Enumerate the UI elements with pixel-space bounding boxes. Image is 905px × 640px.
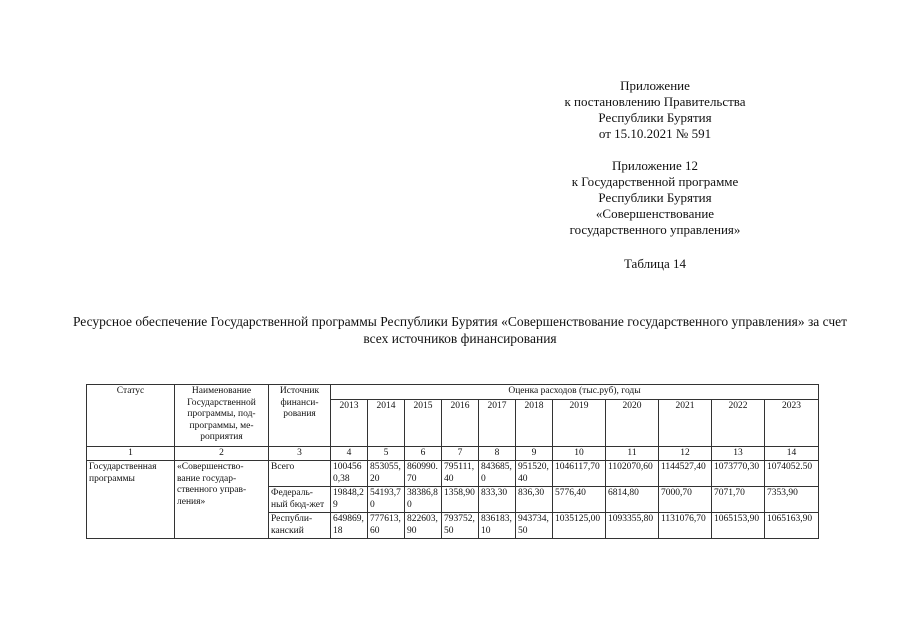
column-number: 10 (553, 446, 606, 461)
value-cell: 1074052.50 (765, 461, 819, 487)
value-cell: 19848,29 (331, 487, 368, 513)
value-cell: 777613,60 (368, 513, 405, 539)
column-number: 9 (516, 446, 553, 461)
header-source: Источник финанси-рования (269, 385, 331, 447)
column-number: 14 (765, 446, 819, 461)
year-header: 2023 (765, 399, 819, 446)
column-number: 6 (405, 446, 442, 461)
header-name: Наименование Государственной программы, под-программы, ме-роприятия (175, 385, 269, 447)
column-number: 8 (479, 446, 516, 461)
year-header: 2013 (331, 399, 368, 446)
annex-line: к постановлению Правительства (564, 94, 746, 109)
value-cell: 5776,40 (553, 487, 606, 513)
value-cell: 1102070,60 (606, 461, 659, 487)
year-header: 2018 (516, 399, 553, 446)
annex-line: государственного управления» (569, 222, 741, 237)
table-label: Таблица 14 (623, 256, 687, 271)
annex-line: Республики Бурятия (598, 190, 712, 205)
program-name-cell: «Совершенство-вание государ-ственного управ-ления» (175, 461, 269, 539)
value-cell: 1004560,38 (331, 461, 368, 487)
value-cell: 649869,18 (331, 513, 368, 539)
value-cell: 822603,90 (405, 513, 442, 539)
value-cell: 6814,80 (606, 487, 659, 513)
year-header: 2019 (553, 399, 606, 446)
status-cell: Государственная программы (87, 461, 175, 539)
header-estimate: Оценка расходов (тыс.руб), годы (331, 385, 819, 400)
value-cell: 38386,80 (405, 487, 442, 513)
table-row (87, 461, 819, 487)
annex-header (520, 78, 790, 272)
source-cell: Федераль-ный бюд-жет (269, 487, 331, 513)
value-cell: 795111,40 (442, 461, 479, 487)
column-number: 7 (442, 446, 479, 461)
annex-gap (520, 142, 790, 158)
value-cell: 843685,0 (479, 461, 516, 487)
value-cell: 793752,50 (442, 513, 479, 539)
value-cell: 7353,90 (765, 487, 819, 513)
value-cell: 1035125,00 (553, 513, 606, 539)
value-cell: 1144527,40 (659, 461, 712, 487)
value-cell: 860990.70 (405, 461, 442, 487)
annex-line: от 15.10.2021 № 591 (598, 126, 712, 141)
annex-line: Республики Бурятия (598, 110, 712, 125)
source-cell: Всего (269, 461, 331, 487)
column-number: 12 (659, 446, 712, 461)
value-cell: 1131076,70 (659, 513, 712, 539)
year-header: 2014 (368, 399, 405, 446)
value-cell: 7071,70 (712, 487, 765, 513)
header-status: Статус (87, 385, 175, 447)
value-cell: 833,30 (479, 487, 516, 513)
value-cell: 951520,40 (516, 461, 553, 487)
annex-line: «Совершенствование (595, 206, 715, 221)
source-cell: Республи-канский (269, 513, 331, 539)
year-header: 2022 (712, 399, 765, 446)
value-cell: 1046117,70 (553, 461, 606, 487)
document-title: Ресурсное обеспечение Государственной программы Республики Бурятия «Совершенствование государственного управления» за счет всех источников финансирования (72, 314, 848, 346)
column-number: 2 (175, 446, 269, 461)
value-cell: 943734,50 (516, 513, 553, 539)
value-cell: 836183,10 (479, 513, 516, 539)
value-cell: 1065163,90 (765, 513, 819, 539)
year-header: 2016 (442, 399, 479, 446)
column-number: 5 (368, 446, 405, 461)
column-number: 4 (331, 446, 368, 461)
year-header: 2017 (479, 399, 516, 446)
value-cell: 1093355,80 (606, 513, 659, 539)
value-cell: 1073770,30 (712, 461, 765, 487)
annex-line: Приложение (620, 78, 690, 93)
resource-table (86, 384, 819, 539)
column-number: 3 (269, 446, 331, 461)
annex-line: к Государственной программе (571, 174, 739, 189)
value-cell: 7000,70 (659, 487, 712, 513)
year-header: 2021 (659, 399, 712, 446)
value-cell: 54193,70 (368, 487, 405, 513)
column-number: 11 (606, 446, 659, 461)
annex-line: Приложение 12 (611, 158, 699, 173)
value-cell: 1358,90 (442, 487, 479, 513)
value-cell: 1065153,90 (712, 513, 765, 539)
column-number: 1 (87, 446, 175, 461)
column-number: 13 (712, 446, 765, 461)
value-cell: 836,30 (516, 487, 553, 513)
year-header: 2020 (606, 399, 659, 446)
year-header: 2015 (405, 399, 442, 446)
value-cell: 853055,20 (368, 461, 405, 487)
